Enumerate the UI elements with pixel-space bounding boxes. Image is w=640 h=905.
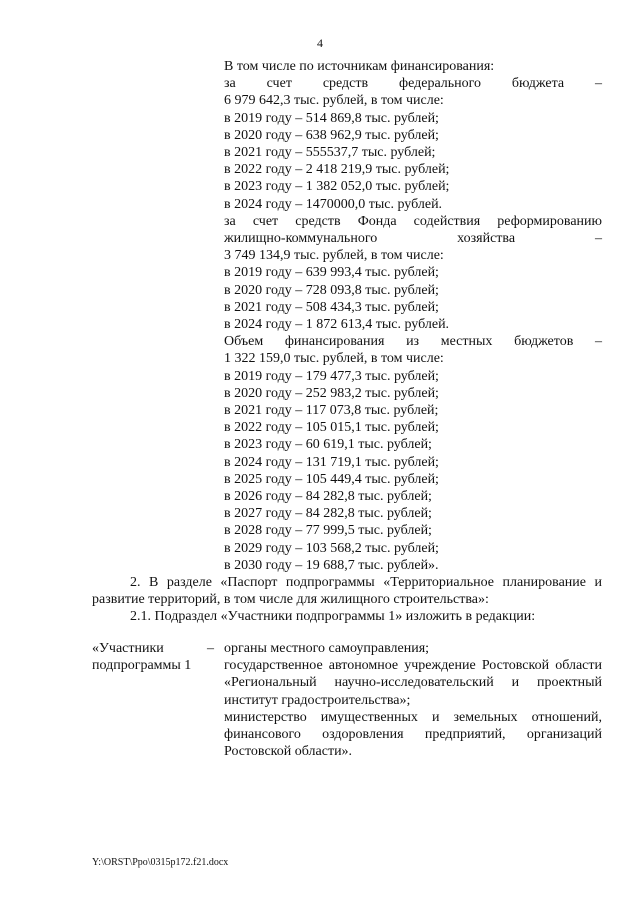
federal-year-line: в 2024 году – 1470000,0 тыс. рублей. xyxy=(224,196,443,212)
participant-item: министерство имущественных и земельных отношений, финансового оздоровления предприятий, организаций Ростовской области». xyxy=(224,709,602,760)
fund-header-1: за счет средств Фонда содействия реформированию xyxy=(224,213,602,229)
file-path-footer: Y:\ORST\Ppo\0315p172.f21.docx xyxy=(92,857,229,868)
federal-year-line: в 2023 году – 1 382 052,0 тыс. рублей; xyxy=(224,179,450,195)
federal-header: за счет средств федерального бюджета – xyxy=(224,76,602,92)
local-year-line: в 2028 году – 77 999,5 тыс. рублей; xyxy=(224,523,432,539)
funding-intro: В том числе по источникам финансирования: xyxy=(224,59,495,74)
federal-year-line: в 2020 году – 638 962,9 тыс. рублей; xyxy=(224,127,439,143)
fund-total: 3 749 134,9 тыс. рублей, в том числе: xyxy=(224,248,444,264)
funding-sources-block xyxy=(224,58,602,574)
participant-item: органы местного самоуправления; xyxy=(224,641,430,656)
participants-dash: – xyxy=(207,641,214,656)
local-year-line: в 2020 году – 252 983,2 тыс. рублей; xyxy=(224,385,439,401)
participants-list xyxy=(224,640,602,760)
participant-item: государственное автономное учреждение Ростовской области «Региональный научно-исследовательский и проектный институт градостроительства»; xyxy=(224,658,602,708)
fund-year-line: в 2024 году – 1 872 613,4 тыс. рублей. xyxy=(224,317,450,333)
local-total: 1 322 159,0 тыс. рублей, в том числе: xyxy=(224,351,444,367)
local-year-line: в 2023 году – 60 619,1 тыс. рублей; xyxy=(224,437,432,453)
local-year-line: в 2021 году – 117 073,8 тыс. рублей; xyxy=(224,403,439,419)
participants-label: «Участники подпрограммы 1 xyxy=(92,641,192,674)
local-year-line: в 2027 году – 84 282,8 тыс. рублей; xyxy=(224,506,432,522)
local-year-line: в 2022 году – 105 015,1 тыс. рублей; xyxy=(224,420,439,436)
federal-year-line: в 2022 году – 2 418 219,9 тыс. рублей; xyxy=(224,162,450,178)
fund-year-line: в 2020 году – 728 093,8 тыс. рублей; xyxy=(224,282,439,298)
fund-year-line: в 2021 году – 508 434,3 тыс. рублей; xyxy=(224,299,439,315)
local-header: Объем финансирования из местных бюджетов – xyxy=(224,334,602,350)
local-year-line: в 2019 году – 179 477,3 тыс. рублей; xyxy=(224,368,439,384)
local-year-line: в 2029 году – 103 568,2 тыс. рублей; xyxy=(224,540,439,556)
local-year-line: в 2030 году – 19 688,7 тыс. рублей». xyxy=(224,557,439,573)
federal-total: 6 979 642,3 тыс. рублей, в том числе: xyxy=(224,93,444,109)
federal-year-line: в 2019 году – 514 869,8 тыс. рублей; xyxy=(224,110,439,126)
local-year-line: в 2025 году – 105 449,4 тыс. рублей; xyxy=(224,471,439,487)
section-2-paragraph: 2. В разделе «Паспорт подпрограммы «Территориальное планирование и развитие территорий, в том числе для жилищного строительства»: xyxy=(92,575,602,608)
local-year-line: в 2026 году – 84 282,8 тыс. рублей; xyxy=(224,489,432,505)
fund-header-2: жилищно-коммунального хозяйства – xyxy=(224,231,602,247)
page-number: 4 xyxy=(317,36,323,50)
fund-year-line: в 2019 году – 639 993,4 тыс. рублей; xyxy=(224,265,439,281)
federal-year-line: в 2021 году – 555537,7 тыс. рублей; xyxy=(224,145,436,161)
local-year-line: в 2024 году – 131 719,1 тыс. рублей; xyxy=(224,454,439,470)
section-2-1-paragraph: 2.1. Подраздел «Участники подпрограммы 1» изложить в редакции: xyxy=(130,609,536,624)
